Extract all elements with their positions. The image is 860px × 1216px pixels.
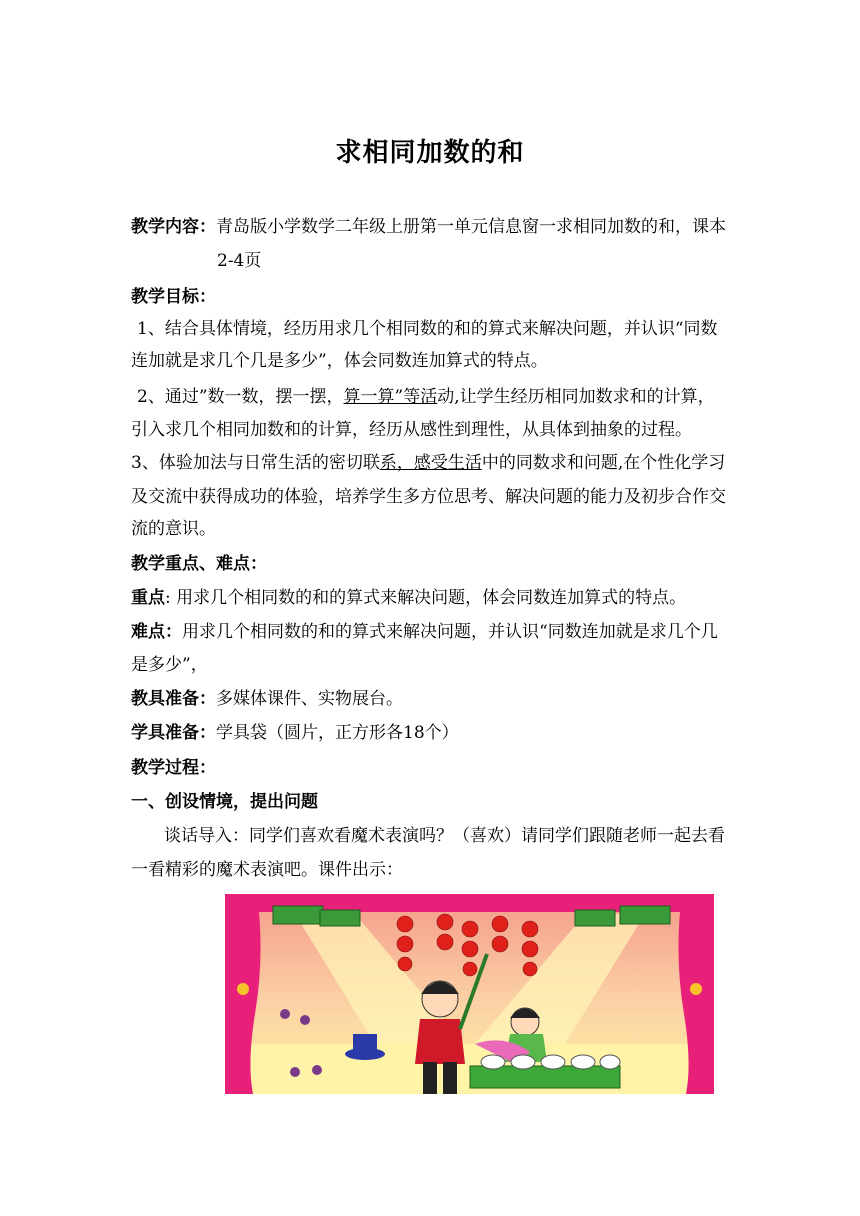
goal2-text-post: 动,让学生经历相同加数求和的计算， (437, 387, 715, 407)
flower (280, 1009, 290, 1019)
goal3-text-pre: 3、体验加法与日常生活的密切联 (131, 453, 380, 473)
goal1-line1: 1、结合具体情境，经历用求几个相同数的和的算式来解决问题，并认识“同数 (137, 319, 718, 339)
flower (290, 1067, 300, 1077)
keypoints-heading: 教学重点、难点： (131, 554, 267, 574)
magic-show-illustration (225, 894, 714, 1094)
flower (312, 1065, 322, 1075)
difficulty-line1 (131, 621, 736, 643)
difficulty-text: 用求几个相同数的和的算式来解决问题，并认识“同数连加就是求几个几 (182, 622, 718, 642)
curtain-tassel (237, 983, 249, 995)
goal1-line2: 连加就是求几个几是多少”，体会同数连加算式的特点。 (131, 351, 548, 371)
process-heading: 教学过程： (131, 758, 216, 778)
student-tools-line (131, 722, 736, 744)
intro-line2: 一看精彩的魔术表演吧。课件出示： (131, 860, 403, 880)
magician-leg (443, 1062, 457, 1094)
goal2-line2: 引入求几个相同加数和的计算，经历从感性到理性，从具体到抽象的过程。 (131, 420, 692, 440)
key-point-line (131, 587, 736, 609)
magician-leg (423, 1062, 437, 1094)
spotlight (320, 910, 360, 926)
teaching-content-text: 青岛版小学数学二年级上册第一单元信息窗一求相同加数的和，课本 (216, 217, 726, 237)
key-point-label: 重点 (131, 588, 165, 608)
teacher-tools-label: 教具准备： (131, 689, 216, 709)
goal3-line2: 及交流中获得成功的体验，培养学生多方位思考、解决问题的能力及初步合作交 (131, 487, 726, 507)
goal3-text-post: 中的同数求和问题,在个性化学习 (481, 453, 726, 473)
magician-body (415, 1019, 465, 1064)
spotlight (575, 910, 615, 926)
goals-heading: 教学目标： (131, 287, 216, 307)
teaching-content-pages: 2-4页 (217, 251, 262, 271)
goal3-text-underlined: 系，感受生活 (379, 453, 482, 473)
difficulty-line2: 是多少”， (131, 655, 208, 675)
curtain-tassel (690, 983, 702, 995)
student-tools-text: 学具袋（圆片，正方形各18个） (216, 723, 459, 743)
teacher-tools-line (131, 688, 736, 710)
page-title: 求相同加数的和 (335, 138, 525, 168)
spotlight (273, 906, 323, 924)
goal3-line3: 流的意识。 (131, 519, 216, 539)
teacher-tools-text: 多媒体课件、实物展台。 (216, 689, 403, 709)
difficulty-label: 难点： (131, 622, 182, 642)
spotlight (620, 906, 670, 924)
flower (300, 1015, 310, 1025)
student-tools-label: 学具准备： (131, 723, 216, 743)
intro-line1: 谈话导入：同学们喜欢看魔术表演吗？（喜欢）请同学们跟随老师一起去看 (164, 826, 725, 846)
goal2-line1 (137, 386, 742, 408)
teaching-content-line (131, 216, 736, 238)
magic-hat (353, 1034, 377, 1054)
goal2-text-underlined: 算一算”等活 (343, 387, 438, 407)
section1-heading: 一、创设情境，提出问题 (131, 792, 318, 812)
goal2-text-pre: 2、通过”数一数，摆一摆， (137, 387, 344, 407)
teaching-content-label: 教学内容： (131, 217, 216, 237)
goal3-line1 (131, 452, 736, 474)
key-point-text: : 用求几个相同数的和的算式来解决问题，体会同数连加算式的特点。 (165, 588, 687, 608)
